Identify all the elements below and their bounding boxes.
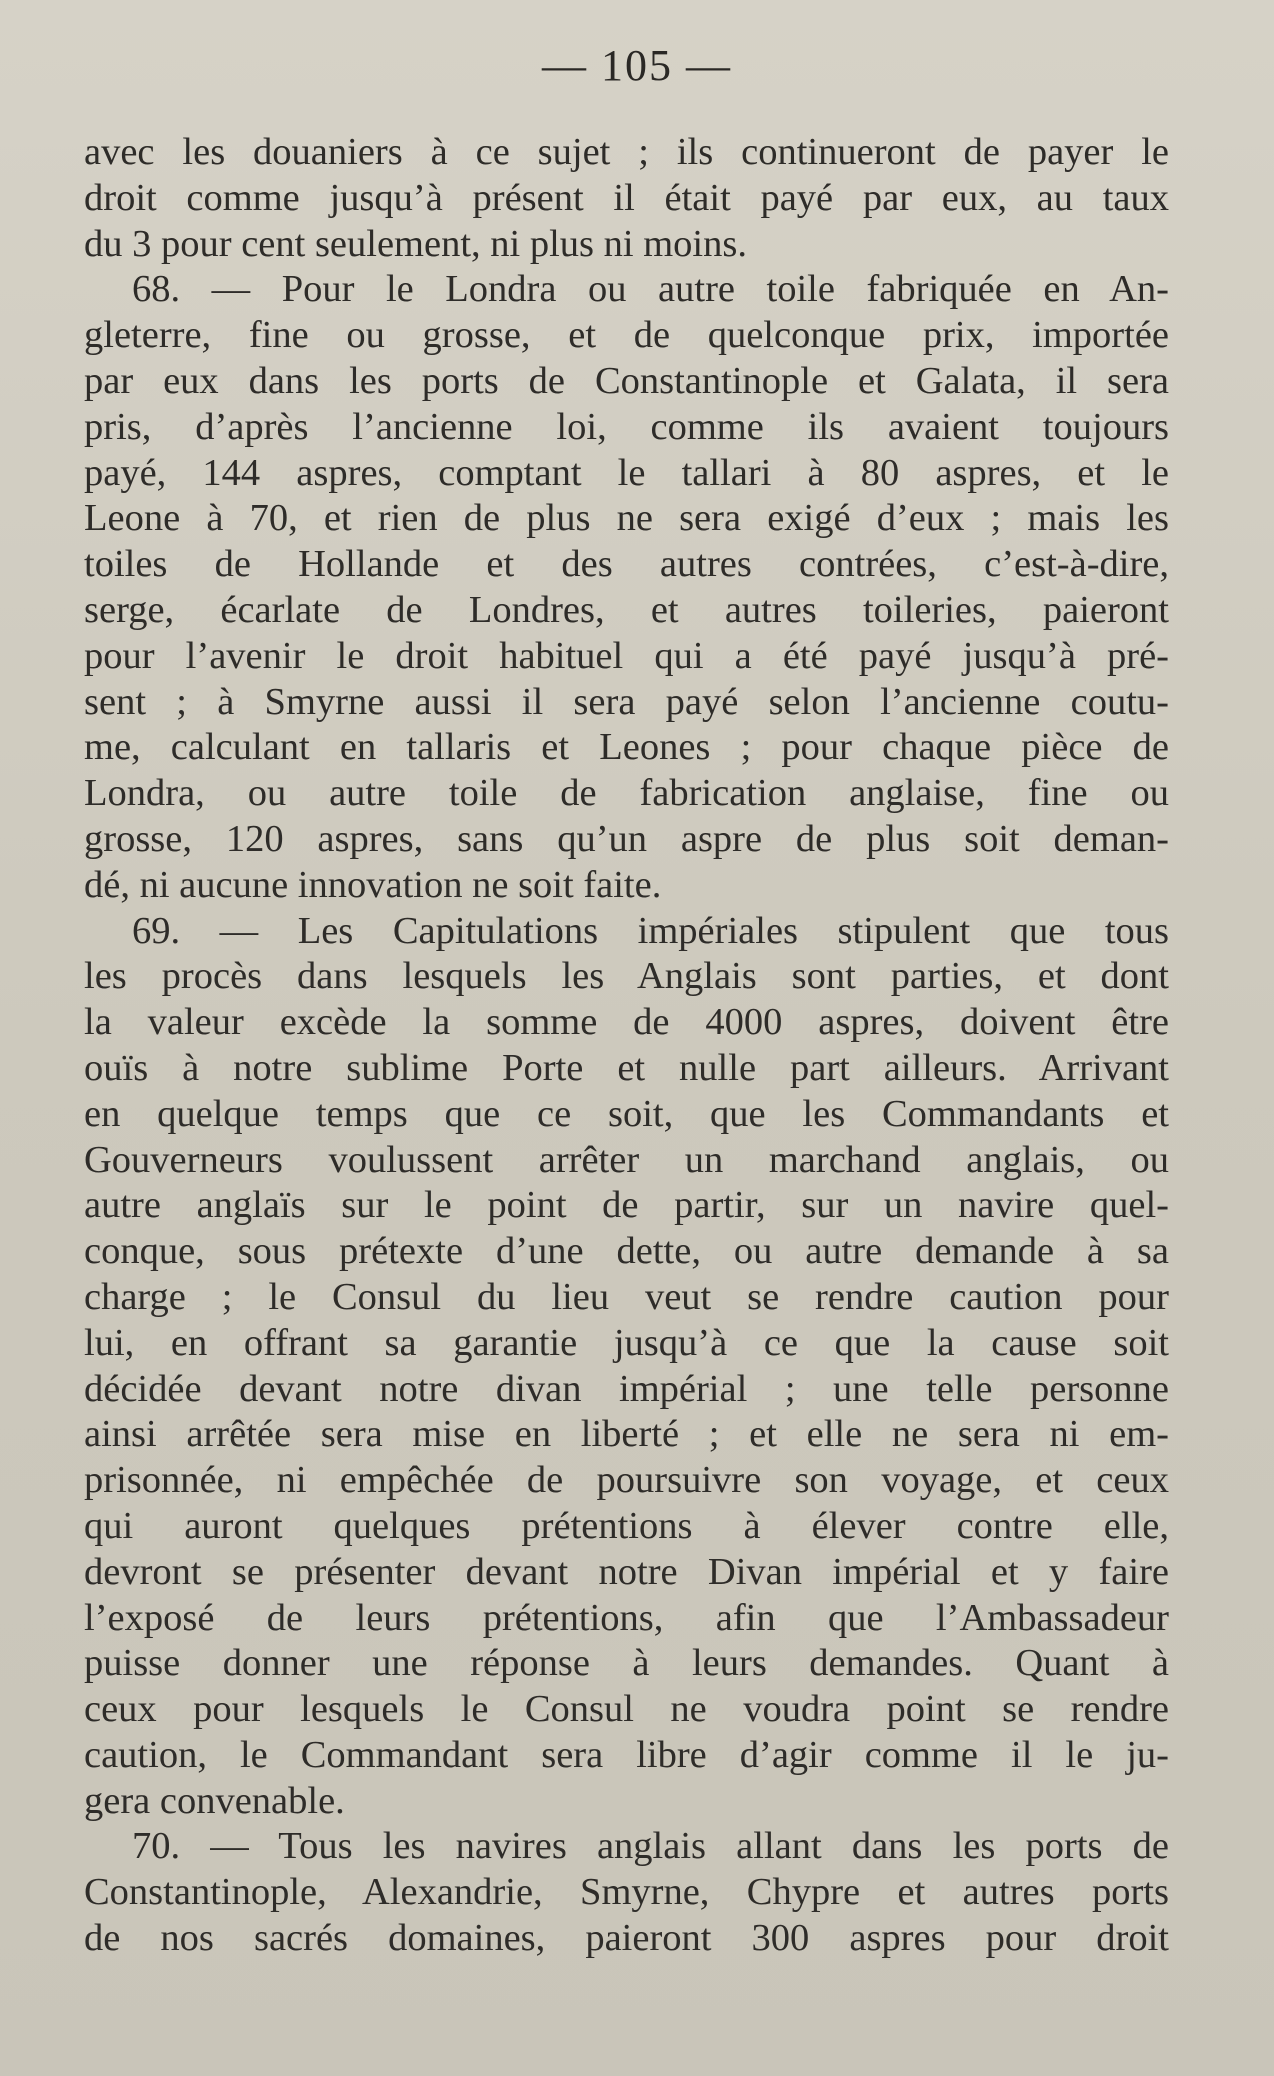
- text-line: grosse, 120 aspres, sans qu’un aspre de plus soit deman-: [84, 817, 1169, 860]
- text-line: droit comme jusqu’à présent il était payé par eux, au taux: [84, 176, 1169, 219]
- text-line: décidée devant notre divan impérial ; une telle personne: [84, 1367, 1169, 1410]
- text-line: la valeur excède la somme de 4000 aspres, doivent être: [84, 1001, 1169, 1044]
- text-line: gleterre, fine ou grosse, et de quelconque prix, importée: [84, 314, 1169, 357]
- text-line: ainsi arrêtée sera mise en liberté ; et elle ne sera ni em-: [84, 1413, 1169, 1456]
- text-line: conque, sous prétexte d’une dette, ou autre demande à sa: [84, 1230, 1169, 1273]
- text-line: par eux dans les ports de Constantinople et Galata, il sera: [84, 359, 1169, 402]
- text-line: Leone à 70, et rien de plus ne sera exigé d’eux ; mais les: [84, 497, 1169, 540]
- text-line: de nos sacrés domaines, paieront 300 aspres pour droit: [84, 1917, 1169, 1960]
- text-line: pris, d’après l’ancienne loi, comme ils avaient toujours: [84, 405, 1169, 448]
- text-line: payé, 144 aspres, comptant le tallari à 80 aspres, et le: [84, 451, 1169, 494]
- text-line: avec les douaniers à ce sujet ; ils continueront de payer le: [84, 131, 1169, 173]
- text-line: ouïs à notre sublime Porte et nulle part ailleurs. Arrivant: [84, 1046, 1169, 1089]
- text-line: gera convenable.: [84, 1779, 345, 1822]
- text-line: lui, en offrant sa garantie jusqu’à ce que la cause soit: [84, 1321, 1169, 1364]
- text-line: ceux pour lesquels le Consul ne voudra point se rendre: [84, 1688, 1169, 1731]
- text-line: 68. — Pour le Londra ou autre toile fabriquée en An-: [132, 268, 1169, 311]
- text-line: du 3 pour cent seulement, ni plus ni moins.: [84, 222, 747, 265]
- text-line: sent ; à Smyrne aussi il sera payé selon l’ancienne coutu-: [84, 680, 1169, 723]
- text-line: prisonnée, ni empêchée de poursuivre son voyage, et ceux: [84, 1459, 1169, 1502]
- text-line: Gouverneurs voulussent arrêter un marchand anglais, ou: [84, 1138, 1169, 1181]
- text-line: 70. — Tous les navires anglais allant dans les ports de: [132, 1825, 1169, 1868]
- text-line: les procès dans lesquels les Anglais sont parties, et dont: [84, 955, 1169, 998]
- text-line: qui auront quelques prétentions à élever contre elle,: [84, 1504, 1169, 1547]
- text-line: puisse donner une réponse à leurs demandes. Quant à: [84, 1642, 1169, 1685]
- text-line: autre anglaïs sur le point de partir, sur un navire quel-: [84, 1184, 1169, 1227]
- text-line: Londra, ou autre toile de fabrication anglaise, fine ou: [84, 772, 1169, 815]
- page-number: — 105 —: [542, 41, 732, 90]
- text-line: caution, le Commandant sera libre d’agir comme il le ju-: [84, 1733, 1169, 1776]
- text-line: toiles de Hollande et des autres contrées, c’est-à-dire,: [84, 543, 1169, 586]
- text-line: dé, ni aucune innovation ne soit faite.: [84, 863, 662, 906]
- text-line: 69. — Les Capitulations impériales stipulent que tous: [132, 909, 1169, 952]
- text-line: devront se présenter devant notre Divan impérial et y faire: [84, 1550, 1169, 1593]
- text-line: serge, écarlate de Londres, et autres toileries, paieront: [84, 588, 1169, 631]
- text-line: charge ; le Consul du lieu veut se rendre caution pour: [84, 1275, 1169, 1318]
- text-line: me, calculant en tallaris et Leones ; pour chaque pièce de: [84, 726, 1169, 769]
- text-line: pour l’avenir le droit habituel qui a été payé jusqu’à pré-: [84, 634, 1169, 677]
- text-line: en quelque temps que ce soit, que les Commandants et: [84, 1092, 1169, 1135]
- body-text: [84, 130, 1169, 1962]
- text-line: l’exposé de leurs prétentions, afin que l’Ambassadeur: [84, 1596, 1169, 1639]
- text-line: Constantinople, Alexandrie, Smyrne, Chypre et autres ports: [84, 1871, 1169, 1914]
